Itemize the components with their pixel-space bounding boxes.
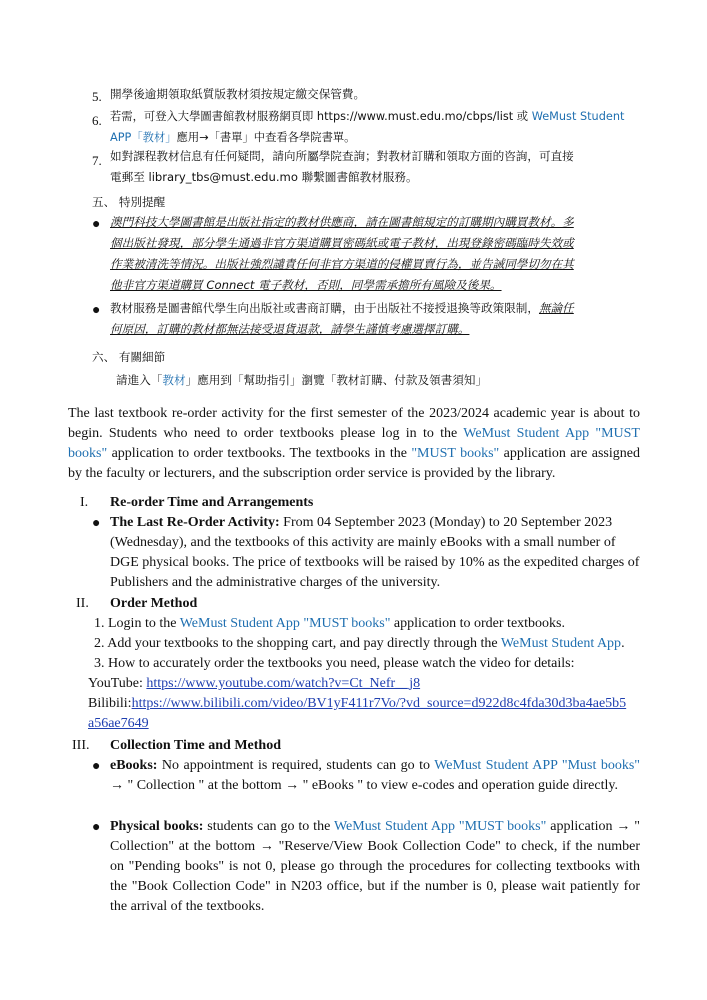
- item-text-line: 應用→「書單」中查看各學院書單。: [176, 131, 356, 144]
- step-text: 1. Login to the: [94, 616, 180, 631]
- bullet-icon: ●: [92, 217, 101, 232]
- wemust-app-name: WeMust Student APP "Must books": [434, 758, 641, 773]
- body-text: From 04 September 2023 (Monday) to 20 September 2023 (Wednesday), and the textbooks of this activity are mainly eBooks with a small number of DGE physical books. The price of textbooks will be raised by 10% as the expedited charges of Publishers and the administrative charges of the university.: [110, 515, 640, 590]
- body-text: No appointment is required, students can go to: [157, 758, 435, 773]
- ebooks-collection-text: [110, 756, 640, 796]
- intro-text: application to order textbooks. The textbooks in the: [107, 446, 412, 461]
- bullet-icon: ●: [92, 820, 101, 835]
- physical-collection-text: [110, 817, 640, 917]
- item-number: 5.: [92, 89, 102, 104]
- notice-line: 澳門科技大學圖書館是出版社指定的教材供應商，請在圖書館規定的訂購期內購買教材。多: [110, 215, 574, 229]
- notice-emphasis: 何原因，訂購的教材都無法接受退貨退款，請學生謹慎考慮選擇訂購。: [110, 322, 470, 336]
- intro-paragraph: [68, 404, 640, 484]
- bold-label: Physical books:: [110, 819, 204, 834]
- section-heading: 五、 特別提醒: [92, 195, 166, 209]
- must-books-name: "MUST books": [411, 446, 500, 461]
- bilibili-link[interactable]: https://www.bilibili.com/video/BV1yF411r7Vo/?vd_source=d922d8c4fda30d3ba4ae5b5: [131, 696, 627, 711]
- intro-text: The last textbook re-order activity for the first semester of the 2023/2024 academic year is about to begin. Students who need to order textbooks please log in to the: [68, 406, 640, 441]
- item-number: 7.: [92, 153, 102, 168]
- notice-line: 他非官方渠道購買 Connect 電子教材，否則，同學需承擔所有風險及後果。: [110, 278, 502, 292]
- bilibili-line-cont: [88, 714, 149, 734]
- app-feature-name: APP「教材」: [110, 131, 177, 144]
- details-line: [116, 370, 487, 391]
- notice-line: 作業被清洗等情況。出版社強烈譴責任何非官方渠道的侵權買賣行為，並告誡同學切勿在其: [110, 257, 574, 271]
- details-text: 」應用到「幫助指引」瀏覽「教材訂購、付款及領書須知」: [185, 373, 488, 387]
- youtube-label: YouTube:: [88, 676, 147, 691]
- intro-text: application are assigned by the faculty or lecturers, and the subscription order service is provided by the library.: [68, 446, 640, 481]
- item-text-line: 若需，可登入大學圖書館教材服務網頁即 https://www.must.edu.mo/cbps/list 或: [110, 110, 532, 123]
- reorder-activity-text: [110, 513, 640, 593]
- wemust-app-name: WeMust Student App "MUST books": [333, 819, 547, 834]
- special-notice-2: [110, 298, 645, 340]
- special-notice-1: [110, 212, 645, 296]
- section-title: Order Method: [110, 596, 198, 611]
- section-number: II.: [76, 596, 89, 611]
- item-text: 開學後逾期領取紙質版教材須按規定繳交保管費。: [110, 87, 366, 101]
- bullet-icon: ●: [92, 759, 101, 774]
- body-text: application → " Collection" at the bottom → "Reserve/View Book Collection Code" to check, if the number on "Pending books" is not 0, please go through the procedures for collecting textbooks with the "Book Collection Code" in N203 office, but if the number is 0, please wait patiently for the arrival of the textbooks.: [110, 819, 641, 914]
- section-number: I.: [80, 495, 89, 510]
- step-text: 2. Add your textbooks to the shopping cart, and pay directly through the: [94, 636, 501, 651]
- wemust-app-name: WeMust Student: [531, 110, 625, 123]
- app-feature-name: 教材: [162, 373, 186, 387]
- wemust-app-name: WeMust Student App: [500, 636, 622, 651]
- order-step-3: 3. How to accurately order the textbooks you need, please watch the video for details:: [94, 656, 575, 671]
- bilibili-link-continued[interactable]: a56ae7649: [88, 716, 149, 731]
- notice-emphasis: 無論任: [538, 301, 574, 315]
- bilibili-line: [88, 694, 626, 714]
- item-number: 6.: [92, 113, 102, 128]
- wemust-app-name: WeMust Student App "MUST books": [68, 426, 640, 461]
- body-text: → " Collection " at the bottom → " eBooks " to view e-codes and operation guide directly.: [110, 778, 618, 793]
- wemust-app-name: WeMust Student App "MUST books": [179, 616, 391, 631]
- bilibili-label: Bilibili:: [88, 696, 132, 711]
- item-text: [110, 146, 642, 188]
- step-text: .: [621, 636, 625, 651]
- details-text: 請進入「: [116, 373, 163, 387]
- section-heading: 六、 有關細節: [92, 350, 166, 364]
- step-text: application to order textbooks.: [390, 616, 565, 631]
- bullet-icon: ●: [92, 303, 101, 318]
- section-title: Collection Time and Method: [110, 738, 281, 753]
- youtube-line: [88, 674, 420, 694]
- youtube-link[interactable]: https://www.youtube.com/watch?v=Ct_Nefr__j8: [146, 676, 421, 691]
- notice-line: 教材服務是圖書館代學生向出版社或書商訂購，由于出版社不接授退換等政策限制，: [110, 301, 539, 315]
- bold-label: eBooks:: [110, 758, 158, 773]
- item-text-line: 如對課程教材信息有任何疑問，請向所屬學院查詢；對教材訂購和領取方面的咨詢，可直接: [110, 149, 574, 163]
- order-step-1: [94, 614, 565, 634]
- order-step-2: [94, 634, 625, 654]
- section-number: III.: [72, 738, 90, 753]
- item-text: [110, 106, 642, 148]
- section-title: Re-order Time and Arrangements: [110, 495, 314, 510]
- notice-line: 個出版社發現，部分學生通過非官方渠道購買密碼紙或電子教材，出現登錄密碼臨時失效或: [110, 236, 574, 250]
- bullet-icon: ●: [92, 516, 101, 531]
- bold-label: The Last Re-Order Activity:: [110, 515, 280, 530]
- item-text-line: 電郵至 library_tbs@must.edu.mo 聯繫圖書館教材服務。: [110, 170, 418, 184]
- body-text: students can go to the: [203, 819, 334, 834]
